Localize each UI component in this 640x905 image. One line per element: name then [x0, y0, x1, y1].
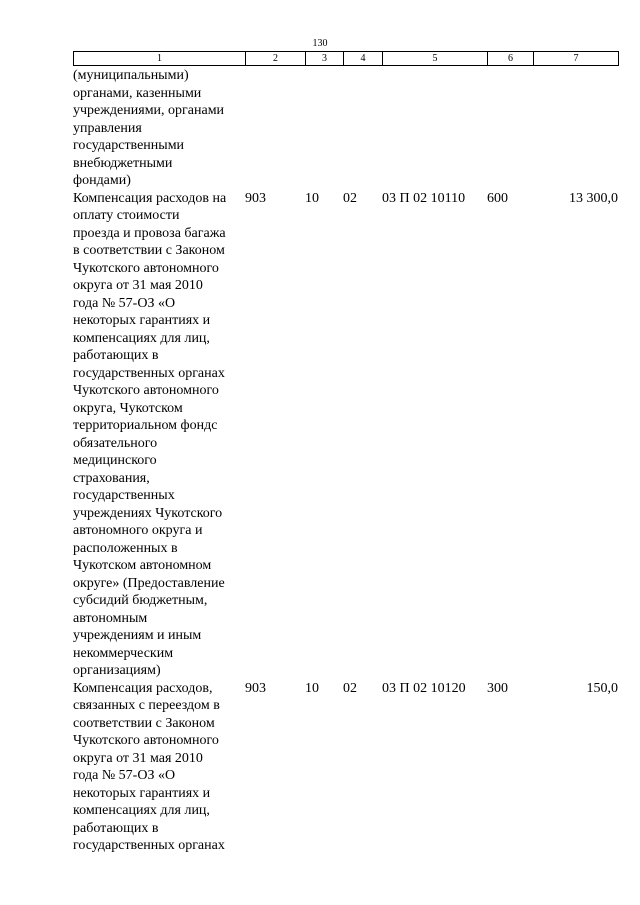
expense-type-code: 300	[487, 680, 508, 696]
description-line: государственных органах	[73, 365, 225, 381]
description-line: субсидий бюджетным,	[73, 593, 208, 608]
table-row	[73, 190, 618, 680]
description-line: автономным	[73, 610, 148, 626]
description-line: фондами)	[73, 173, 131, 188]
description-line: государственными	[73, 138, 185, 153]
description-line: некоторых гарантиях и	[73, 313, 211, 328]
header-col-6: 6	[488, 52, 534, 66]
row-description	[73, 680, 245, 855]
description-line: расположенных в	[73, 540, 178, 556]
description-line: Компенсация расходов,	[73, 680, 213, 696]
amount: 150,0	[586, 680, 618, 696]
description-line: медицинского	[73, 453, 157, 468]
ministry-code: 903	[245, 190, 266, 206]
description-line: года № 57-ОЗ «О	[73, 768, 176, 783]
description-line: проезда и провоза багажа	[73, 225, 226, 241]
description-line: территориальном фондс	[73, 418, 218, 433]
description-line: работающих в	[73, 820, 159, 836]
description-line: организациям)	[73, 663, 161, 678]
description-line: обязательного	[73, 435, 158, 451]
description-line: государственных органах	[73, 838, 225, 853]
subsection-code: 02	[343, 190, 357, 206]
description-line: компенсациях для лиц,	[73, 330, 210, 346]
description-line: в соответствии с Законом	[73, 243, 225, 258]
description-line: страхования,	[73, 470, 150, 486]
description-line: внебюджетными	[73, 155, 173, 171]
row-description	[73, 67, 245, 190]
row-description	[73, 190, 245, 680]
description-line: работающих в	[73, 348, 159, 363]
subsection-code: 02	[343, 680, 357, 696]
description-line: учреждениями, органами	[73, 103, 225, 118]
column-number-header	[73, 51, 619, 66]
description-line: Компенсация расходов на	[73, 190, 227, 206]
section-code: 10	[305, 680, 319, 696]
description-line: связанных с переездом в	[73, 698, 220, 713]
description-line: учреждениям и иным	[73, 628, 202, 643]
description-line: округа от 31 мая 2010	[73, 278, 203, 293]
description-line: некоторых гарантиях и	[73, 785, 211, 801]
section-code: 10	[305, 190, 319, 206]
description-line: Чукотского автономного	[73, 260, 219, 276]
description-line: государственных	[73, 488, 175, 503]
target-article-code: 03 П 02 10120	[382, 680, 466, 696]
description-line: Чукотском автономном	[73, 558, 212, 573]
table-row	[73, 67, 618, 190]
header-col-3: 3	[306, 52, 344, 66]
expense-type-code: 600	[487, 190, 508, 206]
header-col-5: 5	[383, 52, 488, 66]
description-line: Чукотского автономного	[73, 733, 219, 748]
ministry-code: 903	[245, 680, 266, 696]
page-number: 130	[312, 38, 328, 49]
description-line: Чукотского автономного	[73, 383, 219, 398]
target-article-code: 03 П 02 10110	[382, 190, 466, 206]
description-line: некоммерческим	[73, 645, 174, 661]
description-line: управления	[73, 120, 142, 136]
description-line: компенсациях для лиц,	[73, 803, 210, 818]
description-line: года № 57-ОЗ «О	[73, 295, 176, 311]
header-col-4: 4	[344, 52, 383, 66]
table-body	[73, 67, 618, 855]
description-line: округе» (Предоставление	[73, 575, 225, 591]
description-line: округа, Чукотском	[73, 400, 183, 416]
header-col-7: 7	[534, 52, 619, 66]
header-col-2: 2	[246, 52, 306, 66]
description-line: (муниципальными)	[73, 68, 189, 83]
description-line: округа от 31 мая 2010	[73, 750, 203, 766]
amount: 13 300,0	[569, 190, 618, 206]
description-line: оплату стоимости	[73, 208, 180, 223]
description-line: органами, казенными	[73, 85, 202, 101]
description-line: учреждениях Чукотского	[73, 505, 223, 521]
description-line: автономного округа и	[73, 523, 203, 538]
description-line: соответствии с Законом	[73, 715, 215, 731]
header-col-1: 1	[74, 52, 246, 66]
table-row	[73, 680, 618, 855]
